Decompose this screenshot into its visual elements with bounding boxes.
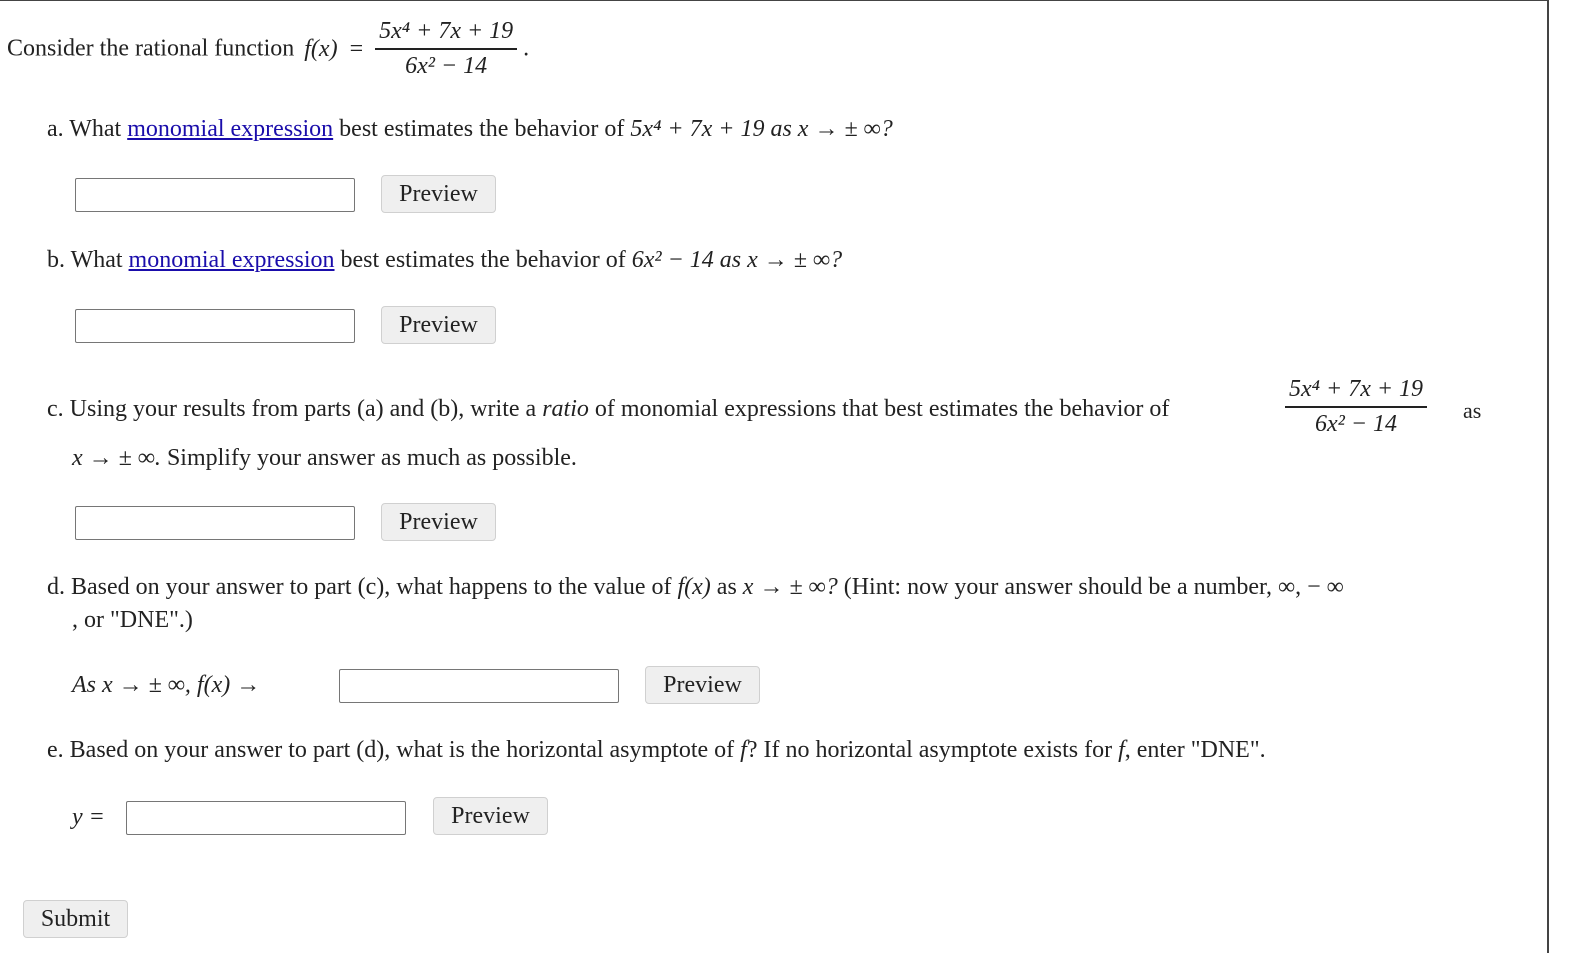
part-c-text1: c. Using your results from parts (a) and (b), write a [47, 396, 537, 422]
part-b-monomial-link[interactable]: monomial expression [128, 247, 335, 273]
part-b-answer-input[interactable] [75, 309, 355, 343]
part-e-question [47, 737, 1266, 764]
part-c-ratio: ratio [542, 396, 589, 422]
part-d-answer-label: As x → ± ∞, f(x) → [72, 672, 261, 698]
intro-fraction [375, 18, 517, 80]
part-e-text1: e. Based on your answer to part (d), what is the horizontal asymptote of [47, 737, 735, 763]
intro-equals: = [349, 35, 364, 62]
part-a-question [47, 116, 893, 143]
part-c-answer-input[interactable] [75, 506, 355, 540]
part-d-preview-button[interactable]: Preview [645, 666, 760, 704]
part-a-preview-button[interactable]: Preview [381, 175, 496, 213]
part-c-limit: x → ± ∞. [72, 445, 161, 471]
part-e-preview-button[interactable]: Preview [433, 797, 548, 835]
part-a-expression: 5x⁴ + 7x + 19 as x → ± ∞? [630, 116, 893, 142]
part-a-prefix: a. What [47, 116, 122, 142]
intro-statement [7, 18, 529, 80]
part-c-preview-button[interactable]: Preview [381, 503, 496, 541]
frame-top-border [0, 0, 1548, 1]
part-e-f1: f [740, 737, 747, 763]
part-c-fraction [1285, 376, 1427, 438]
part-d-text1: d. Based on your answer to part (c), what happens to the value of [47, 574, 672, 600]
frame-right-border [1547, 0, 1549, 953]
part-e-f2: f [1118, 737, 1125, 763]
part-a-answer-input[interactable] [75, 178, 355, 212]
part-d-function: f(x) [677, 574, 711, 600]
part-e-text2: ? If no horizontal asymptote exists for [746, 737, 1113, 763]
intro-period: . [523, 35, 530, 62]
part-d-hint: (Hint: now your answer should be a number, ∞, − ∞ [843, 574, 1344, 600]
part-b-preview-button[interactable]: Preview [381, 306, 496, 344]
part-b-expression: 6x² − 14 as x → ± ∞? [631, 247, 843, 273]
intro-function-name: f(x) [304, 35, 338, 62]
part-d-question-line2: , or "DNE".) [72, 607, 193, 633]
part-c-text2: of monomial expressions that best estimates the behavior of [594, 396, 1170, 422]
part-d-text2: as [716, 574, 737, 600]
part-c-question-line2 [72, 445, 577, 472]
part-a-text: best estimates the behavior of [339, 116, 625, 142]
part-c-as: as [1463, 398, 1482, 423]
submit-button[interactable]: Submit [23, 900, 128, 938]
part-e-text3: , enter "DNE". [1124, 737, 1266, 763]
part-d-question-line1 [47, 574, 1344, 601]
part-b-text: best estimates the behavior of [340, 247, 626, 273]
part-c-question-line1 [47, 396, 1169, 423]
part-e-answer-label: y = [72, 804, 105, 830]
part-b-prefix: b. What [47, 247, 123, 273]
intro-numerator: 5x⁴ + 7x + 19 [375, 18, 517, 50]
intro-denominator: 6x² − 14 [405, 53, 488, 79]
part-c-instruction: Simplify your answer as much as possible. [166, 445, 577, 471]
part-d-limit: x → ± ∞? [742, 574, 838, 600]
part-c-denominator: 6x² − 14 [1315, 411, 1398, 437]
part-d-answer-input[interactable] [339, 669, 619, 703]
part-b-question [47, 247, 842, 274]
part-c-numerator: 5x⁴ + 7x + 19 [1285, 376, 1427, 408]
part-c-fraction-wrap [1285, 376, 1427, 438]
part-e-answer-input[interactable] [126, 801, 406, 835]
part-a-monomial-link[interactable]: monomial expression [127, 116, 334, 142]
intro-text: Consider the rational function [7, 35, 295, 62]
